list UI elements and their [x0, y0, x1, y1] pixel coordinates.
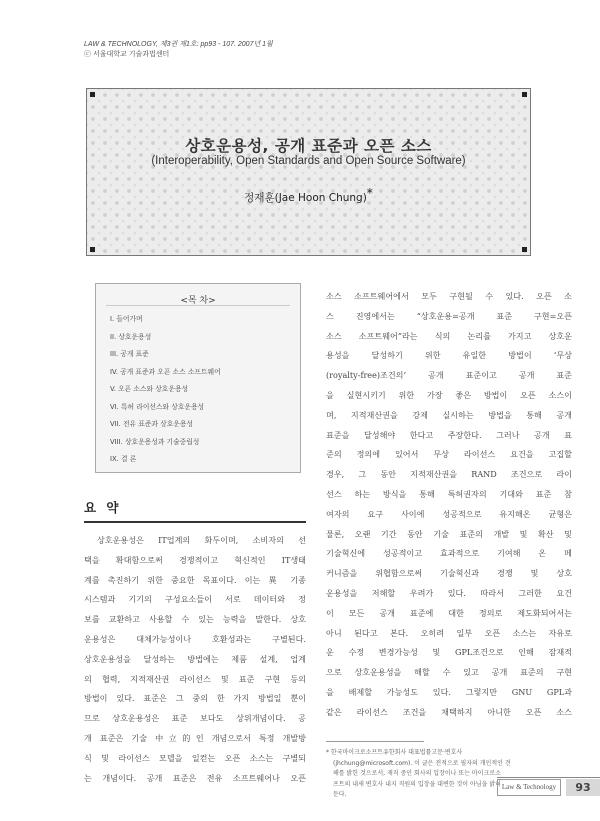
abstract-line: 택을 확대함으로써 경쟁적이고 혁신적인 IT생태	[84, 554, 306, 565]
toc-item: II. 상호운용성	[110, 332, 152, 341]
body-line: 경우, 그 동안 지적재산권을 RAND 조건으로 라이	[326, 469, 572, 480]
body-line: 운용성을 저해할 우려가 있다. 따라서 그러한 요건	[326, 587, 572, 598]
paper-title-english: (Interoperability, Open Standards and Open Source Software)	[151, 155, 466, 167]
toc-item: V. 오픈 소스와 상호운용성	[110, 385, 189, 393]
corner-mark	[90, 247, 95, 252]
abstract-rule	[84, 521, 306, 523]
toc-heading: <목 차>	[180, 296, 216, 306]
body-line: 같은 라이선스 조건을 채택하지 아니한 오픈 소스	[326, 706, 572, 717]
journal-citation: LAW & TECHNOLOGY, 제3권 제1호: pp93 - 107. 2007년 1월	[84, 41, 273, 48]
footnote-line: 해를 밝힌 것으로서, 재직 중인 회사의 입장이나 또는 마이크로소	[333, 770, 501, 778]
body-line: 용성을 달성하기 위한 유일한 방법이 ‘무상	[326, 350, 572, 361]
journal-header	[84, 40, 273, 60]
body-line: 을 실현시키기 위한 가장 좋은 방법이 오픈 소스이	[326, 389, 572, 400]
abstract-line: 의 협력, 지적재산권 라이선스 및 표준 구현 등의	[84, 673, 306, 684]
author-line	[87, 186, 530, 205]
abstract-line: 는 개념이다. 공개 표준은 전유 소프트웨어나 오픈	[84, 772, 306, 783]
body-line: 물론, 오랜 기간 동안 기술 표준의 개발 및 확산 및	[326, 528, 572, 539]
toc-item: III. 공개 표준	[110, 350, 149, 358]
abstract-line: 개 표준은 기술 中立的인 개념으로서 특정 개발방	[84, 732, 306, 743]
corner-mark	[90, 92, 95, 97]
footer-rule	[497, 777, 600, 778]
abstract-line: 방법이 있다. 표준은 그 중의 한 가지 방법일 뿐이	[84, 693, 306, 704]
body-line: 소스 소프트웨어”라는 식의 논리를 가지고 상호운	[326, 330, 572, 341]
body-line: 기술혁신에 성공적이고 효과적으로 기여해 온 메	[326, 548, 572, 559]
toc-item: VI. 특허 라이선스와 상호운용성	[110, 402, 205, 411]
author-name: 정재훈(Jae Hoon Chung)	[244, 192, 367, 204]
author-footnote-mark: *	[366, 186, 373, 200]
abstract-line: 보를 교환하고 사용할 수 있는 능력을 말한다. 상호	[84, 614, 306, 625]
paper-title: 상호운용성, 공개 표준과 오픈 소스	[185, 137, 432, 155]
body-line: 며, 지적재산권을 강제 실시하는 방법을 통해 공개	[326, 409, 572, 420]
body-line: 선스 하는 방식을 통해 특허권자의 기대와 표준 참	[326, 488, 572, 499]
toc-divider	[106, 305, 290, 306]
footnote-line: 둔다.	[333, 791, 347, 799]
page-number: 93	[566, 779, 600, 796]
abstract-line: 상호운용성을 달성하는 방법에는 제품 설계, 업계	[84, 653, 306, 664]
body-line: 으로 상호운용성을 해할 수 있고 공개 표준의 구현	[326, 667, 572, 678]
footnote-rule	[326, 741, 424, 742]
body-line: 운 수정 변경가능성 및 GPL조건으로 인해 잠재적	[326, 647, 572, 658]
body-line: 소스 소프트웨어에서 모두 구현될 수 있다. 오픈 소	[326, 291, 572, 301]
body-line: 아니 된다고 본다. 오히려 일부 오픈 소스는 자유로	[326, 627, 572, 638]
body-line: 이 모든 공개 표준에 대한 정의로 제도화되어서는	[326, 607, 572, 618]
table-of-contents	[95, 283, 301, 473]
abstract-heading: 요 약	[84, 500, 122, 515]
corner-mark	[522, 92, 527, 97]
abstract-line: 시스템과 기기의 구성요소들이 서로 데이터와 정	[84, 594, 306, 605]
abstract-line: 므로 상호운용성은 표준 보다도 상위개념이다. 공	[84, 713, 306, 724]
corner-mark	[522, 247, 527, 252]
abstract-line: 상호운용성은 IT업계의 화두이며, 소비자의 선	[96, 535, 306, 545]
abstract-line: 운용성은 대체가능성이나 호환성과는 구별된다.	[84, 633, 306, 644]
footnote-line: 프트의 내새 변호사 내지 직원의 입장을 대변한 것이 아님을 밝혀	[333, 780, 501, 788]
abstract-line: 계를 촉진하기 위한 중요한 목표이다. 이는 異 기종	[84, 574, 306, 585]
body-line: 을 배제할 가능성도 있다. 그렇지만 GNU GPL과	[326, 686, 572, 697]
body-line: 여자의 요구 사이에 성공적으로 유지해온 균형은	[326, 508, 572, 519]
toc-item: IX. 결 론	[110, 455, 137, 463]
footnote-line: * 한국마이크로소프트유한회사 대표법률고문·변호사	[326, 749, 463, 756]
right-column-body	[326, 287, 572, 723]
toc-item: VII. 전유 표준과 상호운용성	[110, 420, 193, 428]
title-box	[86, 88, 531, 256]
toc-item: VIII. 상호운용성과 기술중립성	[110, 437, 200, 446]
body-line: (royalty-free)조건의’ 공개 표준이고 공개 표준	[326, 370, 572, 381]
body-line: 스 진영에서는 “상호운용=공개 표준 구현=오픈	[326, 310, 572, 321]
abstract-body	[84, 531, 306, 788]
body-line: 커니즘을 위협함으로써 기술혁신과 경쟁 및 상호	[326, 568, 572, 579]
footnote-line: (jhchung@microsoft.com). 이 글은 전적으로 필자의 개인적인 견	[333, 759, 511, 767]
toc-item: I. 들어가며	[110, 315, 143, 323]
abstract-line: 식 및 라이선스 모델을 일컫는 오픈 소스는 구별되	[84, 752, 306, 763]
toc-item: IV. 공개 표준과 오픈 소스 소프트웨어	[110, 367, 221, 376]
body-line: 준의 정의에 있어서 무상 라이선스 요건을 고집할	[326, 449, 572, 460]
publisher-line: ⓒ 서울대학교 기술과법센터	[84, 51, 170, 58]
body-line: 표준을 달성해야 한다고 주장한다. 그러나 공개 표	[326, 429, 572, 440]
footer-journal-label: Law & Technology	[497, 779, 561, 796]
